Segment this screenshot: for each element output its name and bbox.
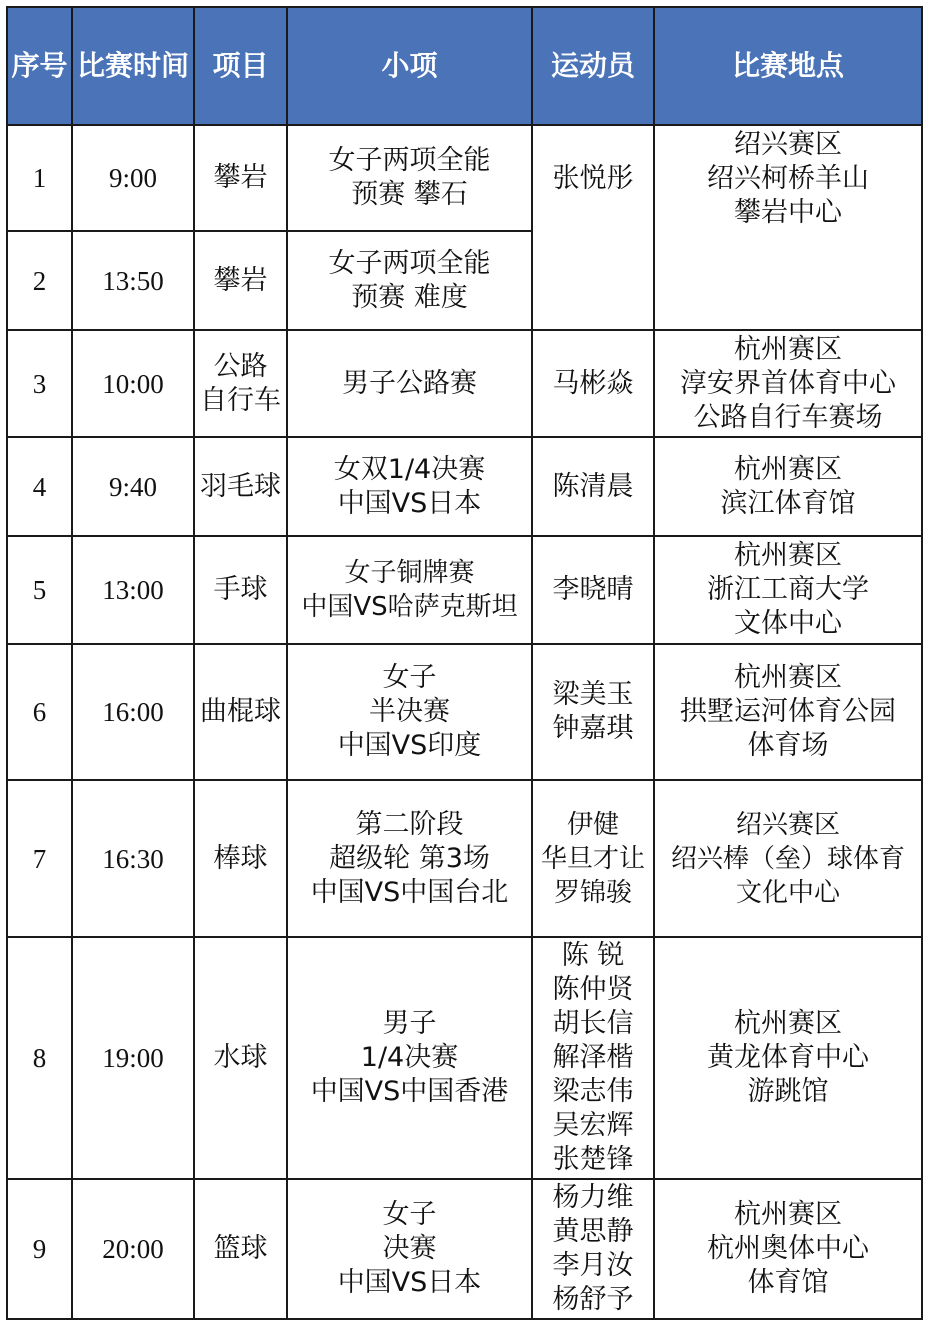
row-index: 2 — [7, 231, 72, 330]
table-row — [7, 536, 922, 644]
row-venue: 杭州赛区 浙江工商大学 文体中心 — [654, 536, 922, 644]
row-index: 3 — [7, 330, 72, 437]
row-venue: 杭州赛区 淳安界首体育中心 公路自行车赛场 — [654, 330, 922, 437]
row-time: 19:00 — [72, 937, 194, 1179]
header-sport: 项目 — [194, 7, 287, 125]
table-row — [7, 437, 922, 536]
row-athletes: 李晓晴 — [532, 536, 654, 644]
header-venue: 比赛地点 — [654, 7, 922, 125]
row-time: 13:50 — [72, 231, 194, 330]
header-index: 序号 — [7, 7, 72, 125]
row-athletes: 陈 锐 陈仲贤 胡长信 解泽楷 梁志伟 吴宏辉 张楚锋 — [532, 937, 654, 1179]
row-venue: 杭州赛区 拱墅运河体育公园 体育场 — [654, 644, 922, 780]
row-sport: 篮球 — [194, 1179, 287, 1319]
row-time: 13:00 — [72, 536, 194, 644]
row-sport: 棒球 — [194, 780, 287, 937]
row-athletes: 伊健 华旦才让 罗锦骏 — [532, 780, 654, 937]
row-sport: 水球 — [194, 937, 287, 1179]
row-athletes: 杨力维 黄思静 李月汝 杨舒予 — [532, 1179, 654, 1319]
row-time: 10:00 — [72, 330, 194, 437]
row-event: 女双1/4决赛 中国VS日本 — [287, 437, 532, 536]
row-sport: 手球 — [194, 536, 287, 644]
table-row — [7, 125, 922, 231]
row-event: 女子两项全能 预赛 难度 — [287, 231, 532, 330]
row-index: 8 — [7, 937, 72, 1179]
header-event: 小项 — [287, 7, 532, 125]
row-time: 16:30 — [72, 780, 194, 937]
row-athletes: 马彬焱 — [532, 330, 654, 437]
row-time: 9:40 — [72, 437, 194, 536]
row-time: 16:00 — [72, 644, 194, 780]
table-row — [7, 780, 922, 937]
row-index: 9 — [7, 1179, 72, 1319]
row-sport: 攀岩 — [194, 125, 287, 231]
row-venue: 杭州赛区 滨江体育馆 — [654, 437, 922, 536]
row-time: 9:00 — [72, 125, 194, 231]
schedule-table — [6, 6, 923, 1320]
row-venue: 杭州赛区 杭州奥体中心 体育馆 — [654, 1179, 922, 1319]
row-event: 男子公路赛 — [287, 330, 532, 437]
row-venue: 杭州赛区 黄龙体育中心 游跳馆 — [654, 937, 922, 1179]
row-event: 女子两项全能 预赛 攀石 — [287, 125, 532, 231]
row-time: 20:00 — [72, 1179, 194, 1319]
row-athletes: 梁美玉 钟嘉琪 — [532, 644, 654, 780]
row-venue: 绍兴赛区 绍兴柯桥羊山 攀岩中心 — [654, 125, 922, 330]
row-index: 4 — [7, 437, 72, 536]
row-event: 男子 1/4决赛 中国VS中国香港 — [287, 937, 532, 1179]
header-time: 比赛时间 — [72, 7, 194, 125]
row-sport: 羽毛球 — [194, 437, 287, 536]
row-index: 1 — [7, 125, 72, 231]
row-index: 6 — [7, 644, 72, 780]
table-row — [7, 644, 922, 780]
row-index: 7 — [7, 780, 72, 937]
row-event: 女子 半决赛 中国VS印度 — [287, 644, 532, 780]
row-event: 女子铜牌赛 中国VS哈萨克斯坦 — [287, 536, 532, 644]
header-row — [7, 7, 922, 125]
row-sport: 公路 自行车 — [194, 330, 287, 437]
table-row — [7, 1179, 922, 1319]
row-event: 女子 决赛 中国VS日本 — [287, 1179, 532, 1319]
row-index: 5 — [7, 536, 72, 644]
header-athletes: 运动员 — [532, 7, 654, 125]
table-row — [7, 937, 922, 1179]
row-venue: 绍兴赛区 绍兴棒（垒）球体育 文化中心 — [654, 780, 922, 937]
table-row — [7, 330, 922, 437]
row-athletes: 陈清晨 — [532, 437, 654, 536]
row-sport: 攀岩 — [194, 231, 287, 330]
row-sport: 曲棍球 — [194, 644, 287, 780]
row-event: 第二阶段 超级轮 第3场 中国VS中国台北 — [287, 780, 532, 937]
row-athletes: 张悦彤 — [532, 125, 654, 330]
